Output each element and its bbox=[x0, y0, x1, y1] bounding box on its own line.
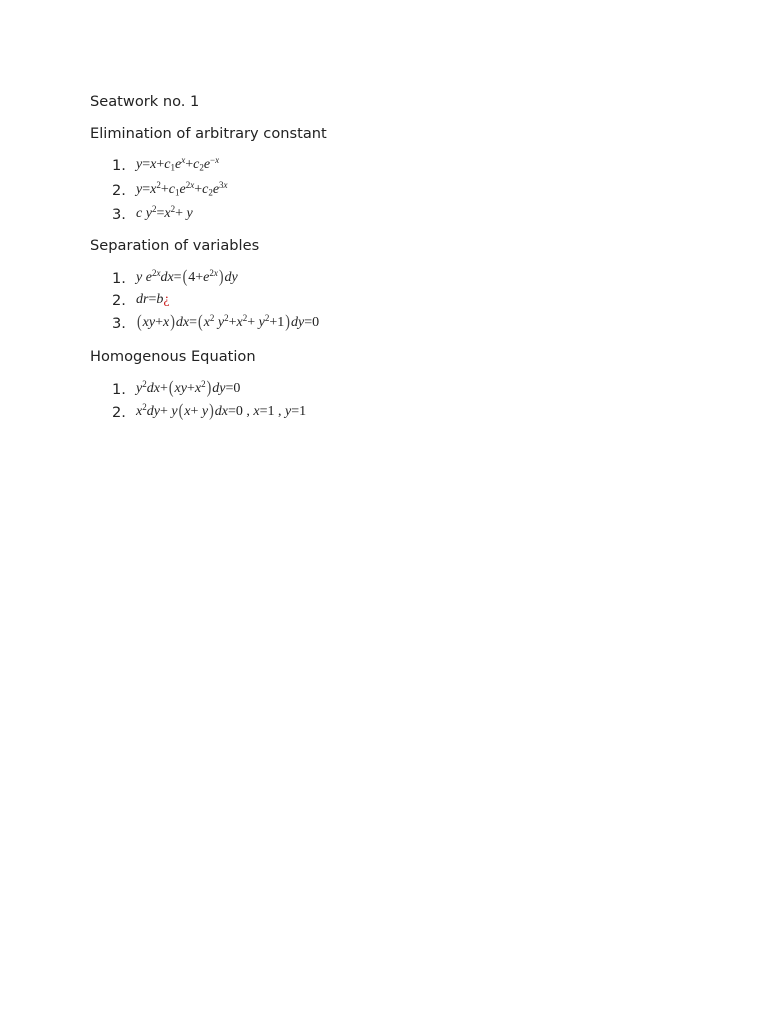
list-item bbox=[112, 290, 170, 310]
equation: $y^2dx+(xy+x^2)dy=0$ bbox=[136, 379, 241, 398]
item-number: 3. bbox=[112, 205, 126, 223]
list-item bbox=[112, 155, 219, 175]
list-item bbox=[112, 402, 306, 422]
equation: dr=b¿ bbox=[136, 292, 170, 307]
item-number: 2. bbox=[112, 403, 126, 421]
section-heading-elimination: Elimination of arbitrary constant bbox=[90, 125, 327, 142]
item-number: 1. bbox=[112, 156, 126, 174]
equation: $(xy+x)dx=(x^2$ $y^2+x^2+ y^2+1)dy=0$ bbox=[137, 313, 320, 332]
equation: c $y^2=x^2+ y$ bbox=[136, 204, 193, 221]
equation: $y=x^2+c_1e^{2x}+c_2e^{3x}$ bbox=[136, 180, 228, 198]
section-heading-separation: Separation of variables bbox=[90, 237, 260, 254]
item-number: 2. bbox=[112, 291, 126, 309]
list-item bbox=[112, 180, 228, 200]
list-item bbox=[112, 313, 319, 333]
list-item bbox=[112, 379, 240, 399]
equation: y $e^{2x}dx=(4+e^{2x})dy$ bbox=[136, 268, 238, 287]
error-glyph: ¿ bbox=[163, 292, 170, 307]
list-item bbox=[112, 204, 193, 224]
item-number: 1. bbox=[112, 380, 126, 398]
equation: $y=x+c_1e^x+c_2e^{-x}$ bbox=[136, 155, 220, 173]
item-number: 2. bbox=[112, 181, 126, 199]
item-number: 3. bbox=[112, 314, 126, 332]
equation: $x^2dy+ y(x+ y)dx=0$ , x=1 , y=1 bbox=[136, 402, 307, 421]
list-item bbox=[112, 268, 238, 288]
item-number: 1. bbox=[112, 269, 126, 287]
section-heading-homogenous: Homogenous Equation bbox=[90, 348, 256, 365]
page-title: Seatwork no. 1 bbox=[90, 93, 200, 110]
